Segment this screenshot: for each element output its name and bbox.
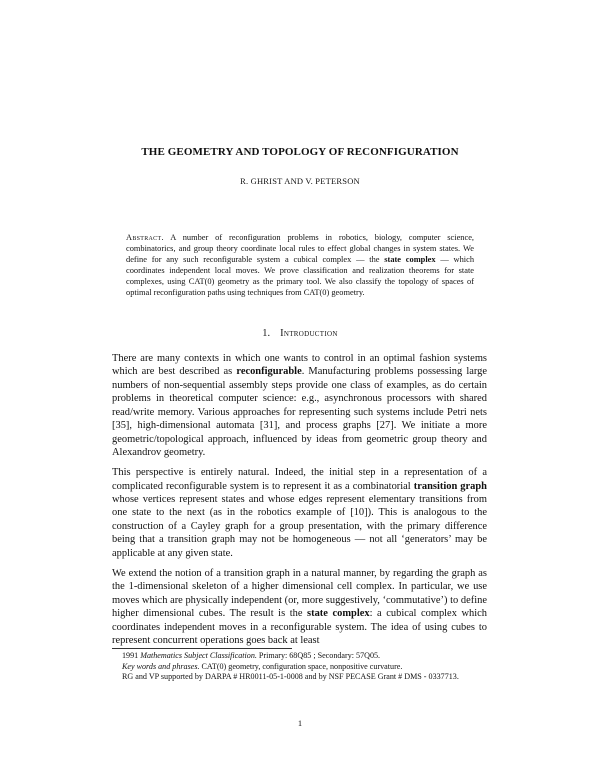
abstract-text-1: A number of reconfiguration problems in robotics, biology, computer science, combinatorics, and group theory coordinate local rules to effect global changes in system states. We define for any such reconfigurable system a cubical complex — the (126, 233, 475, 265)
paper-title: THE GEOMETRY AND TOPOLOGY OF RECONFIGURATION (141, 146, 459, 158)
footnotes (112, 651, 487, 683)
paper-authors: R. GHRIST AND V. PETERSON (240, 176, 360, 186)
footnote-keywords (112, 662, 487, 673)
paragraph-2 (112, 466, 487, 560)
paragraph-3-bold-term: state complex (307, 608, 370, 620)
section-heading (0, 328, 600, 339)
page-number: 1 (297, 718, 303, 728)
footnote-funding: RG and VP supported by DARPA # HR0011-05-1-0008 and by NSF PECASE Grant # DMS - 0337713. (122, 672, 459, 682)
paragraph-1-bold-term: reconfigurable (236, 366, 302, 378)
paragraph-2-text-1: This perspective is entirely natural. Indeed, the initial step in a representation of a complicated reconfigurable system is to represent it as a combinatorial (112, 467, 487, 492)
paragraph-3-text-1: We extend the notion of a transition graph in a natural manner, by regarding the graph as the 1-dimensional skeleton of a higher dimensional cell complex. In particular, we use moves which are physically independent (or, more suggestively, ‘commutative’) to define higher dimensional cubes. The result is the (112, 567, 487, 620)
paragraph-3-text-2: : a cubical complex which coordinates independent moves in a reconfigurable system. The idea of using cubes to represent concurrent operations goes back at least (112, 608, 487, 647)
footnote-msc-label: Mathematics Subject Classification. (140, 651, 257, 660)
body-text (112, 352, 487, 654)
footnote-keywords-label: Key words and phrases. (122, 661, 200, 671)
abstract-text-2: — which coordinates independent local moves. We prove classification and realization theorems for state complexes, using CAT(0) geometry as the primary tool. We also classify the topology of spaces of optimal reconfiguration paths using techniques from CAT(0) geometry. (126, 255, 475, 298)
paragraph-1-text-2: . Manufacturing problems possessing large numbers of non-sequential assembly steps provide one class of examples, as do certain problems in theoretical computer science: e.g., asynchronous processors with shared read/write memory. Various approaches for representing such systems include Petri nets [35], high-dimensional automata [31], and process graphs [27]. We initiate a more geometric/topological approach, influenced by ideas from geometric group theory and Alexandrov geometry. (112, 366, 488, 459)
abstract (126, 232, 474, 299)
footnote-msc-text: Primary: 68Q85 ; Secondary: 57Q05. (256, 651, 381, 660)
section-number: 1. (262, 328, 271, 339)
paragraph-3 (112, 567, 487, 648)
footnote-rule (112, 648, 292, 649)
footnote-msc (112, 651, 487, 662)
paragraph-1 (112, 352, 487, 460)
abstract-label: Abstract. (126, 233, 164, 242)
paragraph-1-text-1: There are many contexts in which one wants to control in an optimal fashion systems which are best described as (112, 353, 487, 378)
footnote-msc-year: 1991 (122, 651, 141, 660)
paragraph-2-text-2: whose vertices represent states and whose edges represent elementary transitions from one state to the next (as in the robotics example of [10]). This is analogous to the construction of a Cayley graph for a group presentation, with the primary difference being that a transition graph may not be homogeneous — not all ‘generators’ may be applicable at any given state. (112, 494, 487, 559)
section-title: Introduction (280, 328, 338, 339)
abstract-bold-term: state complex (384, 255, 436, 265)
paragraph-2-bold-term: transition graph (413, 480, 487, 492)
footnote-keywords-text: CAT(0) geometry, configuration space, nonpositive curvature. (199, 661, 403, 671)
